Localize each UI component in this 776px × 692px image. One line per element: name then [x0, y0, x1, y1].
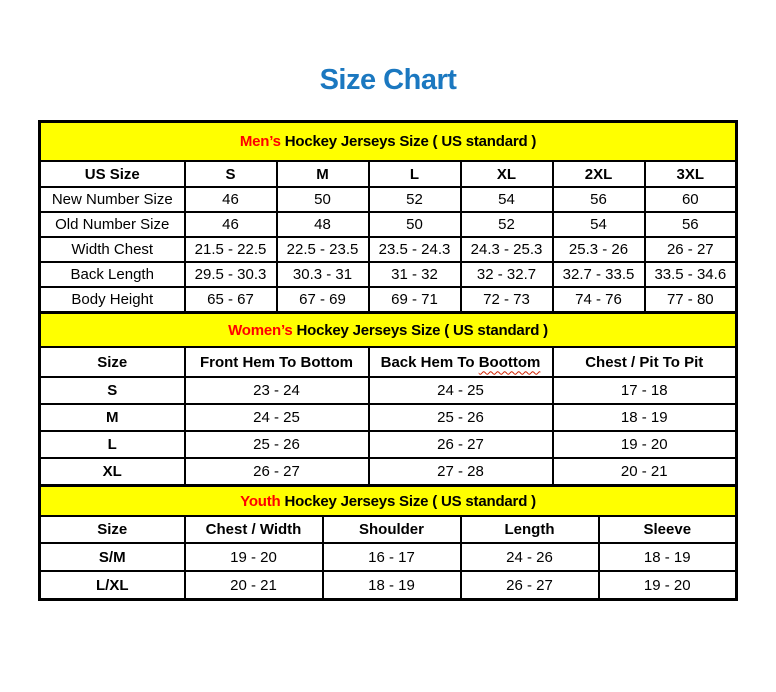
youth-header-cell: Length: [461, 516, 599, 543]
womens-row-m: [40, 404, 737, 431]
table-cell: 27 - 28: [369, 458, 553, 486]
mens-banner-row: [40, 122, 737, 162]
table-cell: 25.3 - 26: [553, 237, 645, 262]
womens-banner-rest: Hockey Jerseys Size ( US standard ): [292, 321, 548, 339]
youth-banner: [40, 486, 737, 517]
table-cell: 25 - 26: [369, 404, 553, 431]
table-cell: 20 - 21: [185, 571, 323, 600]
table-cell: 26 - 27: [369, 431, 553, 458]
youth-row-sm: [40, 543, 737, 571]
youth-banner-highlight: Youth: [240, 492, 281, 510]
table-cell: 21.5 - 22.5: [185, 237, 277, 262]
table-cell: 19 - 20: [185, 543, 323, 571]
table-cell: 65 - 67: [185, 287, 277, 313]
table-cell: 74 - 76: [553, 287, 645, 313]
table-cell: 56: [553, 187, 645, 212]
row-label: XL: [40, 458, 185, 486]
table-cell: 18 - 19: [553, 404, 737, 431]
womens-row-l: [40, 431, 737, 458]
womens-header-row: [40, 347, 737, 377]
womens-size-table: [38, 311, 738, 487]
table-cell: 33.5 - 34.6: [645, 262, 737, 287]
page-title: Size Chart: [319, 64, 457, 96]
table-cell: 22.5 - 23.5: [277, 237, 369, 262]
womens-header-cell: Size: [40, 347, 185, 377]
womens-row-xl: [40, 458, 737, 486]
row-label: Old Number Size: [40, 212, 185, 237]
table-cell: 30.3 - 31: [277, 262, 369, 287]
womens-header-cell: [369, 347, 553, 377]
youth-header-cell: Sleeve: [599, 516, 737, 543]
table-cell: 52: [461, 212, 553, 237]
mens-header-cell: S: [185, 161, 277, 187]
mens-row-width-chest: [40, 237, 737, 262]
row-label: M: [40, 404, 185, 431]
table-cell: 18 - 19: [323, 571, 461, 600]
table-cell: 25 - 26: [185, 431, 369, 458]
table-cell: 77 - 80: [645, 287, 737, 313]
womens-header-back-misspelled: Boottom: [478, 353, 541, 371]
womens-banner-highlight: Women’s: [228, 321, 293, 339]
mens-banner-highlight: Men’s: [239, 133, 281, 150]
youth-banner-rest: Hockey Jerseys Size ( US standard ): [280, 492, 536, 510]
mens-size-table: [38, 120, 738, 314]
table-cell: 31 - 32: [369, 262, 461, 287]
row-label: L: [40, 431, 185, 458]
mens-header-cell: 2XL: [553, 161, 645, 187]
mens-row-old-number: [40, 212, 737, 237]
mens-banner: [40, 122, 737, 162]
table-cell: 67 - 69: [277, 287, 369, 313]
youth-header-cell: Shoulder: [323, 516, 461, 543]
table-cell: 24 - 25: [369, 377, 553, 404]
table-cell: 50: [277, 187, 369, 212]
womens-header-back-prefix: Back Hem To: [380, 353, 479, 371]
table-cell: 26 - 27: [645, 237, 737, 262]
youth-row-lxl: [40, 571, 737, 600]
table-cell: 16 - 17: [323, 543, 461, 571]
womens-header-cell: Chest / Pit To Pit: [553, 347, 737, 377]
table-cell: 17 - 18: [553, 377, 737, 404]
table-cell: 26 - 27: [185, 458, 369, 486]
table-cell: 24 - 25: [185, 404, 369, 431]
table-cell: 50: [369, 212, 461, 237]
table-cell: 24 - 26: [461, 543, 599, 571]
mens-header-cell: M: [277, 161, 369, 187]
table-cell: 69 - 71: [369, 287, 461, 313]
table-cell: 20 - 21: [553, 458, 737, 486]
table-cell: 46: [185, 187, 277, 212]
womens-header-cell: Front Hem To Bottom: [185, 347, 369, 377]
table-cell: 72 - 73: [461, 287, 553, 313]
table-cell: 18 - 19: [599, 543, 737, 571]
mens-header-cell: US Size: [40, 161, 185, 187]
table-cell: 52: [369, 187, 461, 212]
table-cell: 48: [277, 212, 369, 237]
youth-header-row: [40, 516, 737, 543]
table-cell: 32.7 - 33.5: [553, 262, 645, 287]
mens-row-new-number: [40, 187, 737, 212]
table-cell: 19 - 20: [553, 431, 737, 458]
size-chart-tables: [38, 120, 735, 601]
row-label: L/XL: [40, 571, 185, 600]
womens-row-s: [40, 377, 737, 404]
youth-size-table: [38, 484, 738, 601]
table-cell: 29.5 - 30.3: [185, 262, 277, 287]
table-cell: 54: [461, 187, 553, 212]
row-label: New Number Size: [40, 187, 185, 212]
table-cell: 26 - 27: [461, 571, 599, 600]
row-label: S/M: [40, 543, 185, 571]
table-cell: 23 - 24: [185, 377, 369, 404]
row-label: Body Height: [40, 287, 185, 313]
table-cell: 24.3 - 25.3: [461, 237, 553, 262]
mens-banner-rest: Hockey Jerseys Size ( US standard ): [280, 133, 537, 150]
mens-row-back-length: [40, 262, 737, 287]
table-cell: 46: [185, 212, 277, 237]
table-cell: 60: [645, 187, 737, 212]
youth-header-cell: Chest / Width: [185, 516, 323, 543]
table-cell: 32 - 32.7: [461, 262, 553, 287]
youth-banner-row: [40, 486, 737, 517]
womens-banner-row: [40, 313, 737, 348]
mens-header-cell: 3XL: [645, 161, 737, 187]
table-cell: 54: [553, 212, 645, 237]
table-cell: 56: [645, 212, 737, 237]
row-label: Back Length: [40, 262, 185, 287]
mens-header-cell: L: [369, 161, 461, 187]
table-cell: 19 - 20: [599, 571, 737, 600]
youth-header-cell: Size: [40, 516, 185, 543]
row-label: Width Chest: [40, 237, 185, 262]
womens-banner: [40, 313, 737, 348]
mens-header-cell: XL: [461, 161, 553, 187]
table-cell: 23.5 - 24.3: [369, 237, 461, 262]
row-label: S: [40, 377, 185, 404]
mens-header-row: [40, 161, 737, 187]
mens-row-body-height: [40, 287, 737, 313]
